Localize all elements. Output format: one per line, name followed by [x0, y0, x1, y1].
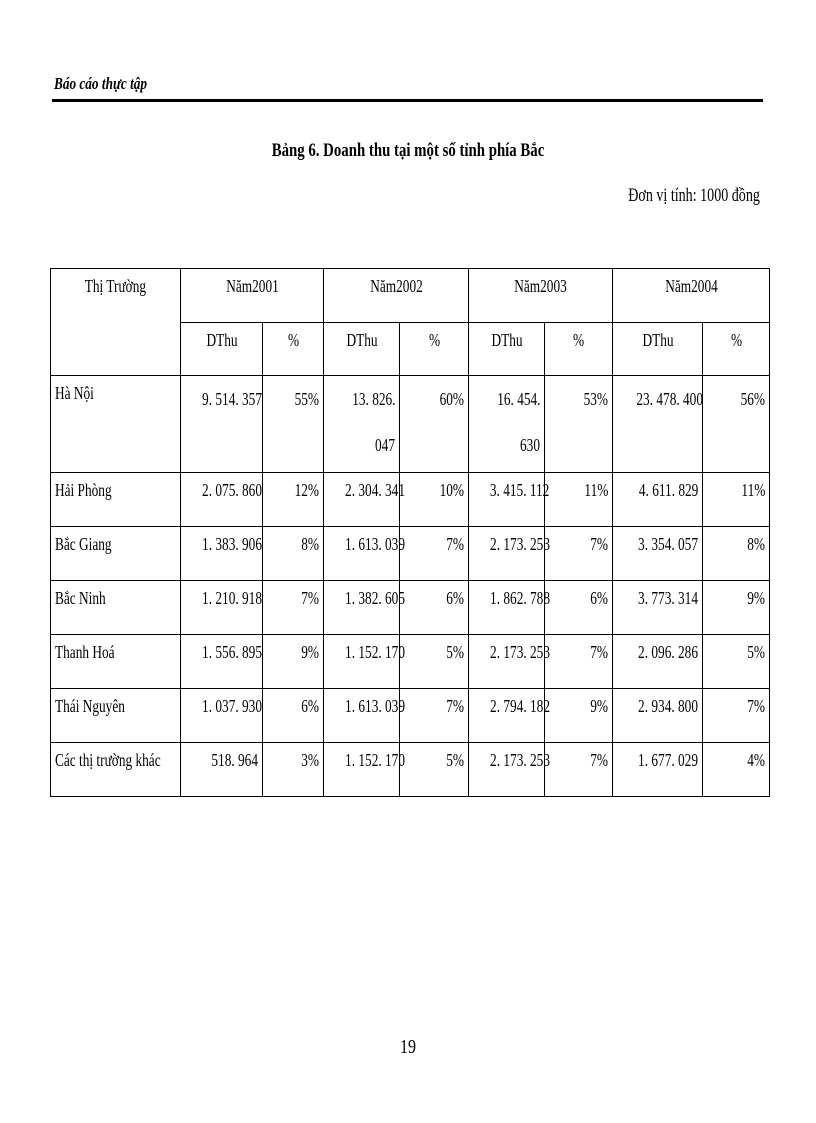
revenue-subheader: DThu	[469, 323, 545, 376]
percent-cell: 8%	[703, 527, 770, 581]
revenue-cell: 3. 415. 112	[469, 473, 545, 527]
percent-cell: 12%	[263, 473, 324, 527]
percent-cell: 7%	[263, 581, 324, 635]
percent-cell: 60%	[400, 376, 469, 473]
revenue-cell: 23. 478. 400	[613, 376, 703, 473]
percent-cell: 7%	[400, 689, 469, 743]
table-row	[51, 635, 770, 689]
percent-subheader: %	[545, 323, 613, 376]
percent-cell: 7%	[703, 689, 770, 743]
page-number: 19	[400, 1036, 416, 1058]
market-header: Thị Trường	[51, 269, 181, 376]
percent-cell: 8%	[263, 527, 324, 581]
revenue-cell: 1. 152. 170	[324, 635, 400, 689]
unit-note: Đơn vị tính: 1000 đồng	[628, 185, 760, 206]
percent-cell: 7%	[400, 527, 469, 581]
table-row	[51, 473, 770, 527]
revenue-cell: 1. 210. 918	[181, 581, 263, 635]
percent-cell: 6%	[400, 581, 469, 635]
revenue-cell: 1. 037. 930	[181, 689, 263, 743]
percent-cell: 6%	[545, 581, 613, 635]
percent-cell: 53%	[545, 376, 613, 473]
revenue-cell: 2. 173. 253	[469, 635, 545, 689]
report-header: Báo cáo thực tập	[54, 74, 148, 93]
revenue-cell: 518. 964	[181, 743, 263, 797]
market-cell: Thanh Hoá	[51, 635, 181, 689]
year-header: Năm2004	[613, 269, 770, 323]
percent-cell: 4%	[703, 743, 770, 797]
percent-cell: 9%	[703, 581, 770, 635]
table-row	[51, 581, 770, 635]
percent-subheader: %	[400, 323, 469, 376]
revenue-cell: 2. 794. 182	[469, 689, 545, 743]
revenue-cell: 13. 826. 047	[324, 376, 400, 473]
revenue-cell: 3. 354. 057	[613, 527, 703, 581]
revenue-cell: 4. 611. 829	[613, 473, 703, 527]
percent-cell: 3%	[263, 743, 324, 797]
revenue-cell: 2. 934. 800	[613, 689, 703, 743]
percent-cell: 9%	[263, 635, 324, 689]
header-rule	[52, 99, 763, 102]
percent-cell: 5%	[400, 635, 469, 689]
revenue-cell: 1. 862. 788	[469, 581, 545, 635]
year-header: Năm2001	[181, 269, 324, 323]
market-cell: Hà Nội	[51, 376, 181, 473]
revenue-cell: 2. 304. 341	[324, 473, 400, 527]
percent-cell: 56%	[703, 376, 770, 473]
percent-cell: 7%	[545, 635, 613, 689]
percent-cell: 7%	[545, 743, 613, 797]
percent-cell: 10%	[400, 473, 469, 527]
revenue-cell: 2. 075. 860	[181, 473, 263, 527]
revenue-cell: 3. 773. 314	[613, 581, 703, 635]
revenue-cell: 2. 173. 253	[469, 527, 545, 581]
revenue-cell: 1. 556. 895	[181, 635, 263, 689]
table-row	[51, 689, 770, 743]
revenue-cell: 1. 613. 039	[324, 689, 400, 743]
revenue-cell: 1. 382. 605	[324, 581, 400, 635]
market-cell: Thái Nguyên	[51, 689, 181, 743]
year-header: Năm2003	[469, 269, 613, 323]
year-header: Năm2002	[324, 269, 469, 323]
percent-cell: 11%	[545, 473, 613, 527]
table-row	[51, 527, 770, 581]
percent-cell: 7%	[545, 527, 613, 581]
percent-cell: 11%	[703, 473, 770, 527]
revenue-cell: 1. 677. 029	[613, 743, 703, 797]
revenue-cell: 1. 613. 039	[324, 527, 400, 581]
percent-cell: 6%	[263, 689, 324, 743]
revenue-cell: 16. 454. 630	[469, 376, 545, 473]
market-cell: Bắc Ninh	[51, 581, 181, 635]
table-row	[51, 743, 770, 797]
table-row	[51, 376, 770, 473]
revenue-table	[50, 268, 770, 797]
table-title: Bảng 6. Doanh thu tại một số tỉnh phía Bắc	[271, 140, 545, 161]
percent-subheader: %	[263, 323, 324, 376]
revenue-cell: 1. 152. 170	[324, 743, 400, 797]
percent-cell: 55%	[263, 376, 324, 473]
revenue-cell: 9. 514. 357	[181, 376, 263, 473]
market-cell: Bắc Giang	[51, 527, 181, 581]
revenue-cell: 1. 383. 906	[181, 527, 263, 581]
market-cell: Hải Phòng	[51, 473, 181, 527]
revenue-subheader: DThu	[613, 323, 703, 376]
percent-subheader: %	[703, 323, 770, 376]
market-cell: Các thị trường khác	[51, 743, 181, 797]
revenue-subheader: DThu	[181, 323, 263, 376]
percent-cell: 5%	[703, 635, 770, 689]
percent-cell: 9%	[545, 689, 613, 743]
percent-cell: 5%	[400, 743, 469, 797]
revenue-cell: 2. 096. 286	[613, 635, 703, 689]
revenue-subheader: DThu	[324, 323, 400, 376]
revenue-cell: 2. 173. 253	[469, 743, 545, 797]
